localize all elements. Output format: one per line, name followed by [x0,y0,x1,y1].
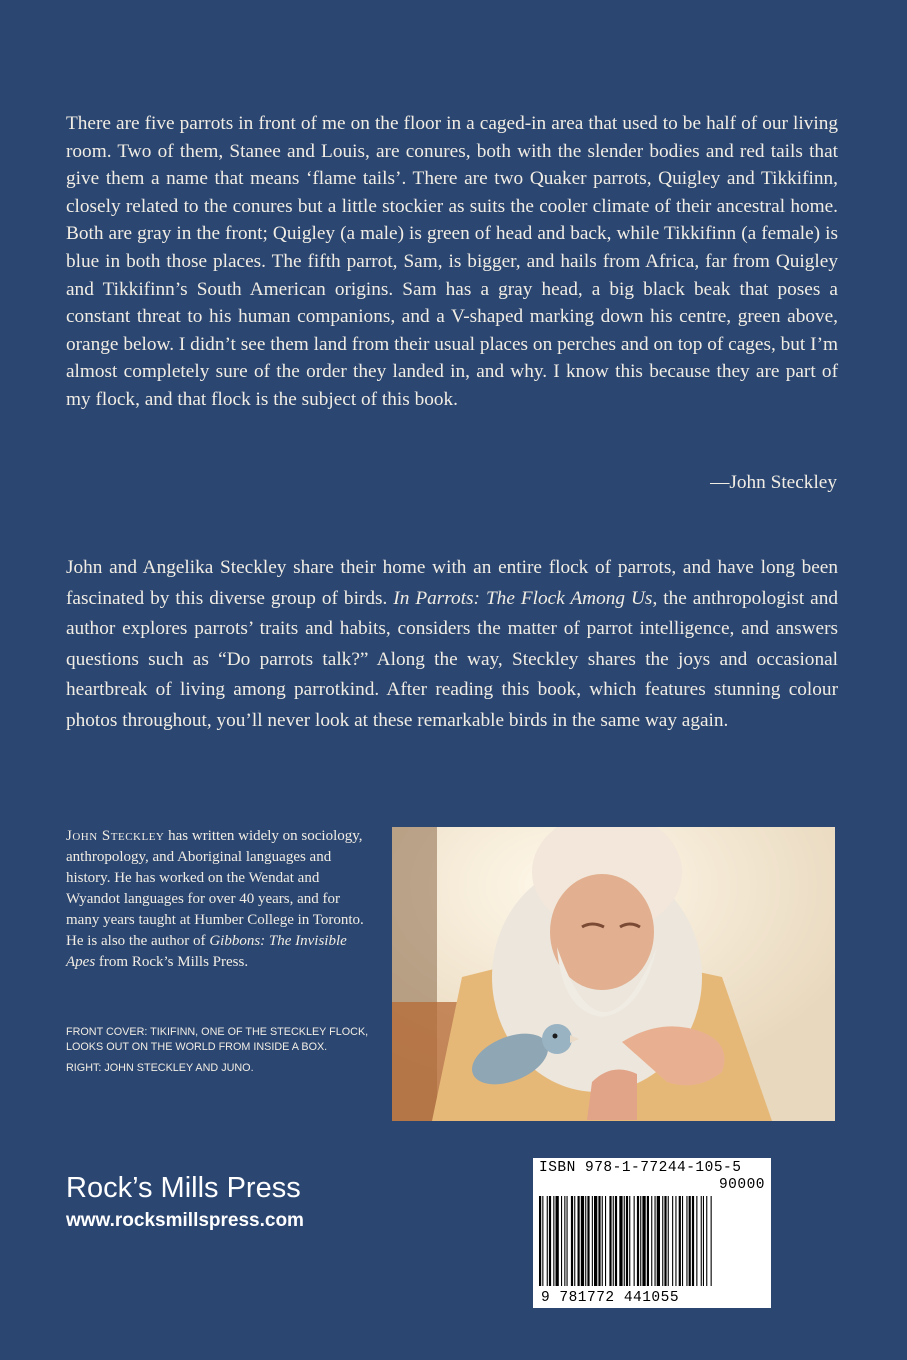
barcode-bar [571,1196,573,1286]
barcode-bar [615,1196,617,1286]
barcode-bar [686,1196,687,1286]
barcode-bar [662,1196,663,1286]
barcode-bars [539,1196,765,1286]
barcode-bar [703,1196,704,1286]
barcode-bar [585,1196,586,1286]
barcode-bar [605,1196,606,1286]
barcode-bar [542,1196,543,1286]
blurb-part-2: , the anthropologist and author explores parrots’ traits and habits, considers the matter of parrot intelligence, and answers questions such as “Do parrots talk?” Along the way, Steckley shares the joys and occasional heartbreak of living among parrotkind. After reading this book, which features stunning colour photos throughout, you’ll never look at these remarkable birds in the same way again. [66,587,839,731]
barcode-bar [602,1196,603,1286]
barcode-bar [657,1196,660,1286]
bio-part-2: from Rock’s Mills Press. [95,954,249,970]
barcode-bar [619,1196,622,1286]
barcode-bar [594,1196,597,1286]
barcode-bar [696,1196,697,1286]
barcode-bar [706,1196,707,1286]
book-title-italic: In Parrots: The Flock Among Us [393,587,653,609]
barcode-bar [655,1196,656,1286]
barcode-bar [679,1196,681,1286]
barcode-bar [624,1196,625,1286]
barcode-bar [672,1196,673,1286]
barcode-bar [634,1196,635,1286]
barcode-bar [539,1196,541,1286]
photo-credits [66,1025,376,1082]
barcode-bar [629,1196,630,1286]
barcode-bar [581,1196,584,1286]
barcode-bar [668,1196,669,1286]
barcode-bar [561,1196,562,1286]
bio-part-1: has written widely on sociology, anthropology, and Aboriginal languages and history. He has worked on the Wendat and Wyandot languages for over 40 years, and for many years taught at Humber College in Toronto. He is also the author of [66,828,364,949]
barcode-bar [598,1196,600,1286]
author-bio [66,826,372,973]
blurb-part-1: John and Angelika Steckley share their home with an entire flock of parrots, and have long been fascinated by this diverse group of birds. [66,557,838,609]
book-blurb [66,553,838,736]
excerpt-attribution: —John Steckley [710,472,837,493]
isbn-label: ISBN 978-1-77244-105-5 [539,1160,742,1176]
author-photo [392,827,835,1121]
barcode-bar [609,1196,611,1286]
barcode-bar [689,1196,691,1286]
barcode-bar [626,1196,628,1286]
author-name: John Steckley [66,828,165,844]
barcode-digits: 9 781772 441055 [541,1290,680,1306]
isbn-barcode [533,1158,771,1308]
barcode-bar [613,1196,614,1286]
barcode-bar [642,1196,645,1286]
price-code: 90000 [718,1177,765,1193]
barcode-bar [553,1196,554,1286]
barcode-bar [640,1196,641,1286]
barcode-bar [692,1196,694,1286]
publisher-url[interactable]: www.rocksmillspress.com [66,1210,304,1231]
publisher-name: Rock’s Mills Press [66,1172,301,1204]
barcode-bar [637,1196,639,1286]
right-photo-credit: RIGHT: JOHN STECKLEY AND JUNO. [66,1062,254,1074]
barcode-bar [647,1196,649,1286]
barcode-bar [682,1196,683,1286]
barcode-bar [675,1196,676,1286]
barcode-bar [587,1196,589,1286]
barcode-bar [651,1196,652,1286]
barcode-bar [701,1196,702,1286]
author-with-parrot-image [392,827,835,1121]
barcode-bar [592,1196,593,1286]
barcode-bar [664,1196,666,1286]
barcode-bar [564,1196,565,1286]
barcode-bar [547,1196,548,1286]
author-excerpt: There are five parrots in front of me on the floor in a caged-in area that used to be half of our living room. Two of them, Stanee and Louis, are conures, both with the slender bodies and red tails that give them a name that means ‘flame tails’. There are two Quaker parrots, Quigley and Tikkifinn, closely related to the conures but a little stockier as suits the cooler climate of their ancestral home. Both are gray in the front; Quigley (a male) is green of head and back, while Tikkifinn (a female) is blue in both those places. The fifth parrot, Sam, is bigger, and hails from Africa, far from Quigley and Tikkifinn’s South American origins. Sam has a gray head, a big black beak that poses a constant threat to his human companions, and a V-shaped marking down his centre, green above, orange below. I didn’t see them land from their usual places on perches and on top of cages, but I’m almost completely sure of the order they landed in, and why. I know this because they are part of my flock, and that flock is the subject of this book. [66,113,838,410]
barcode-bar [549,1196,551,1286]
barcode-bar [556,1196,559,1286]
barcode-bar [574,1196,575,1286]
barcode-bar [578,1196,580,1286]
barcode-bar [711,1196,712,1286]
front-cover-credit: FRONT COVER: TIKIFINN, ONE OF THE STECKLEY FLOCK, LOOKS OUT ON THE WORLD FROM INSIDE A BOX. [66,1026,369,1053]
barcode-bar [567,1196,568,1286]
other-book-title: Gibbons: The Invisible Apes [66,933,347,970]
